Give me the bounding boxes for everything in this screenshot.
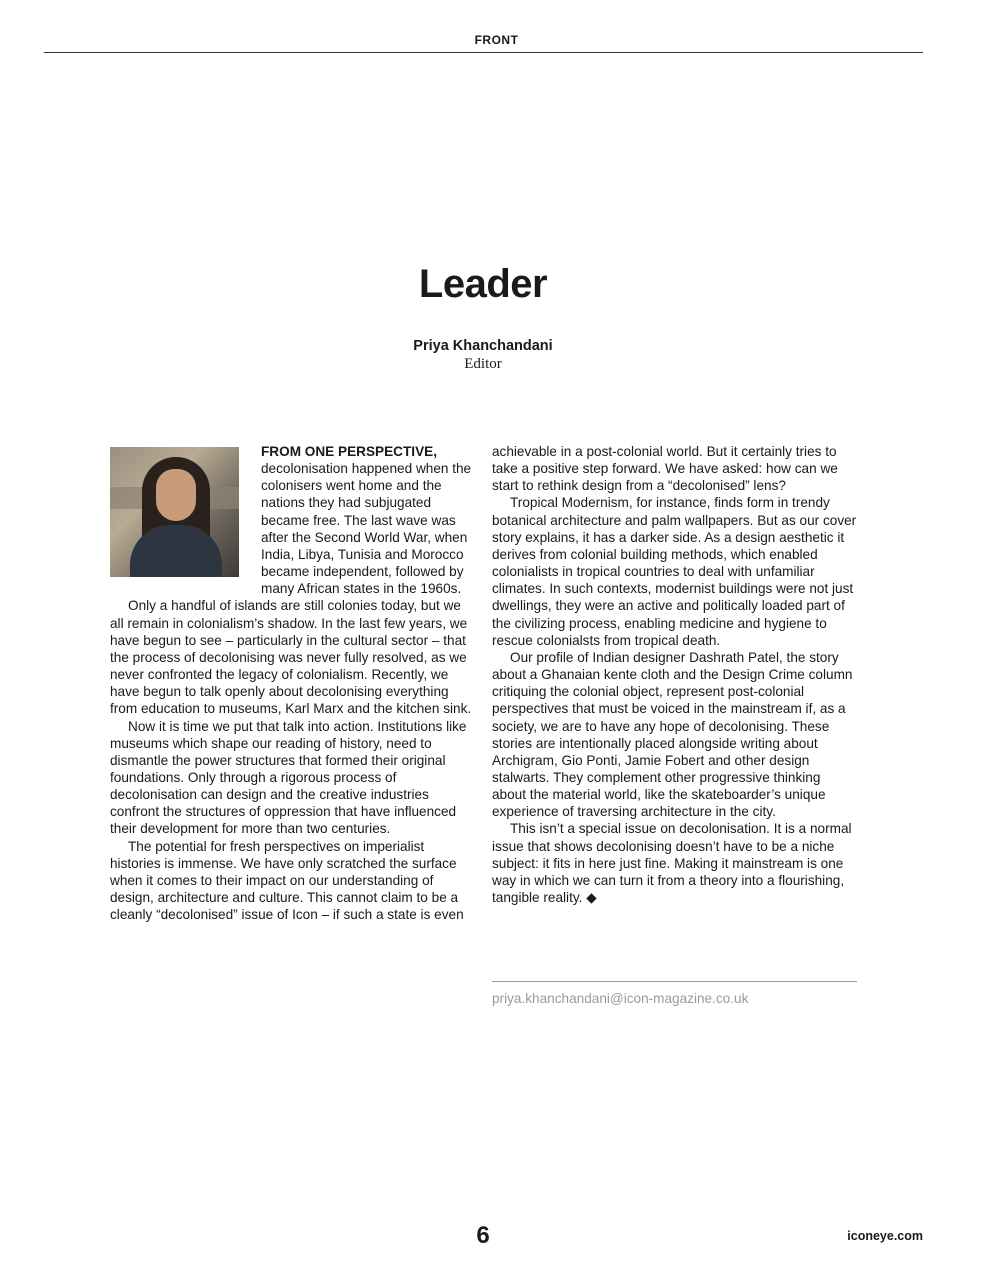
paragraph: Now it is time we put that talk into action. Institutions like museums which shape our reading of history, need to dismantle the power structures that formed their original foundations. Only through a rigorous process of decolonisation can design and the creative industries confront the structures of oppression that have influenced their development for more than two centuries. [110,718,467,837]
author-name: Priya Khanchandani [413,338,553,354]
paragraph: Only a handful of islands are still colonies today, but we all remain in colonialism’s shadow. In the last few years, we have begun to see – particularly in the cultural sector – that the process of decolonising was never fully resolved, as we never confronted the legacy of colonialism. Recently, we have begun to talk openly about decolonising everything from education to museums, Karl Marx and the kitchen sink. [110,598,472,717]
article-column-1 [110,443,476,923]
author-email-link[interactable]: priya.khanchandani@icon-magazine.co.uk [492,991,749,1006]
paragraph: This isn’t a special issue on decolonisation. It is a normal issue that shows decolonising doesn’t have to be a niche subject: it fits in here just fine. Making it mainstream is one way in which we can turn it from a theory into a flourishing, tangible reality. ◆ [492,821,852,906]
signoff-rule [492,981,857,982]
section-label: FRONT [474,33,519,47]
author-role: Editor [464,356,502,372]
paragraph: Our profile of Indian designer Dashrath Patel, the story about a Ghanaian kente cloth and the Design Crime column critiquing the colonial object, represent post-colonial perspectives that must be voiced in the mainstream if, as a society, we are to have any hope of decolonising. These stories are intentionally placed alongside writing about Archigram, Gio Ponti, Jamie Fobert and other design stalwarts. They complement other progressive thinking about the material world, like the skateboarder’s unique experience of traversing architecture in the city. [492,649,853,820]
site-url-link[interactable]: iconeye.com [847,1229,923,1243]
author-photo [110,447,239,577]
lead-in: FROM ONE PERSPECTIVE, [261,444,437,459]
paragraph: Tropical Modernism, for instance, finds form in trendy botanical architecture and palm wallpapers. But as our cover story explains, it has a darker side. As a design aesthetic it derives from colonial building methods, which enabled colonialists in tropical countries to deal with unfamiliar climates. In such contexts, modernist buildings were not just dwellings, they were an active and politically loaded part of the civilizing process, enabling medicine and hygiene to rescue colonialsts from tropical death. [492,495,857,648]
paragraph: The potential for fresh perspectives on imperialist histories is immense. We have only scratched the surface when it comes to their impact on our understanding of design, architecture and culture. This cannot claim to be a cleanly “decolonised” issue of Icon – if such a state is even [110,838,464,923]
header-rule [44,52,923,53]
article-title: Leader [418,262,548,306]
paragraph: achievable in a post-colonial world. But it certainly tries to take a positive step forward. We have asked: how can we start to rethink design from a “decolonised” lens? [492,444,838,494]
paragraph-text: decolonisation happened when the colonisers went home and the nations they had subjugated became free. The last wave was after the Second World War, when India, Libya, Tunisia and Morocco became independent, followed by many African states in the 1960s. [261,461,472,597]
article-column-2 [492,443,858,906]
page-number: 6 [476,1222,490,1249]
